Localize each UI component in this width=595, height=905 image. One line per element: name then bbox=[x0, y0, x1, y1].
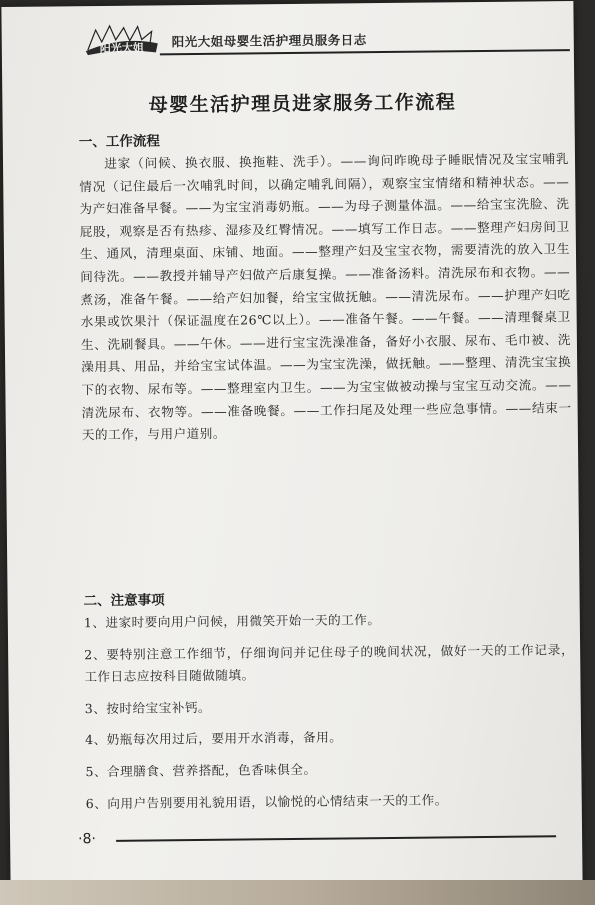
notes-list bbox=[84, 607, 576, 824]
footer-rule bbox=[116, 835, 556, 842]
note-item: 4、奶瓶每次用过后，要用开水消毒，备用。 bbox=[84, 729, 343, 748]
note-item: 6、向用户告别要用礼貌用语，以愉悦的心情结束一天的工作。 bbox=[85, 791, 448, 811]
page-footer bbox=[78, 826, 578, 861]
note-item: 5、合理膳食、营养搭配，色香味俱全。 bbox=[85, 761, 317, 780]
section-heading-workflow: 一、工作流程 bbox=[78, 133, 160, 151]
note-item: 1、进家时要向用户问候，用微笑开始一天的工作。 bbox=[83, 612, 381, 631]
note-item: 3、按时给宝宝补钙。 bbox=[84, 699, 212, 716]
page-title: 母婴生活护理员进家服务工作流程 bbox=[148, 91, 457, 117]
document-page bbox=[1, 1, 582, 892]
header-rule bbox=[160, 49, 570, 55]
logo-text: 阳光大姐 bbox=[99, 41, 144, 55]
page-header bbox=[82, 19, 572, 58]
brand-logo bbox=[82, 23, 162, 54]
workflow-paragraph: 进家（问候、换衣服、换拖鞋、洗手）。——询问昨晚母子睡眠情况及宝宝哺乳情况（记住最后一次哺乳时间，以确定哺乳间隔），观察宝宝情绪和精神状态。——为产妇准备早餐。——为宝宝消毒奶瓶。——为母子测量体温。——给宝宝洗脸、洗屁股，观察是否有热疹、湿疹及红臀情况。——填写工作日志。——整理产妇房间卫生、通风，清理桌面、床铺、地面。——整理产妇及宝宝衣物，需要清洗的放入卫生间待洗。——教授并辅导产妇做产后康复操。——准备汤料。清洗尿布和衣物。——煮汤，准备午餐。——给产妇加餐，给宝宝做抚触。——清洗尿布。——护理产妇吃水果或饮果汁（保证温度在26℃以上）。——准备午餐。——午餐。——清理餐桌卫生、洗刷餐具。——午休。——进行宝宝洗澡准备，备好小衣服、尿布、毛巾被、洗澡用具、用品，并给宝宝试体温。——为宝宝洗澡，做抚触。——整理、清洗宝宝换下的衣物、尿布等。——整理室内卫生。——为宝宝做被动操与宝宝互动交流。——清洗尿布、衣物等。——准备晚餐。——工作扫尾及处理一些应急事情。——结束一天的工作，与用户道别。 bbox=[79, 151, 572, 443]
note-item: 2、要特别注意工作细节，仔细询问并记住母子的晚间状况，做好一天的工作记录，工作日志应按科目随做随填。 bbox=[84, 641, 575, 685]
section-heading-notes: 二、注意事项 bbox=[83, 592, 165, 610]
background-surface bbox=[0, 880, 595, 905]
header-title: 阳光大姐母婴生活护理员服务日志 bbox=[171, 32, 367, 50]
sunburst-logo-icon bbox=[82, 23, 162, 56]
page-number: ·8· bbox=[78, 831, 96, 848]
